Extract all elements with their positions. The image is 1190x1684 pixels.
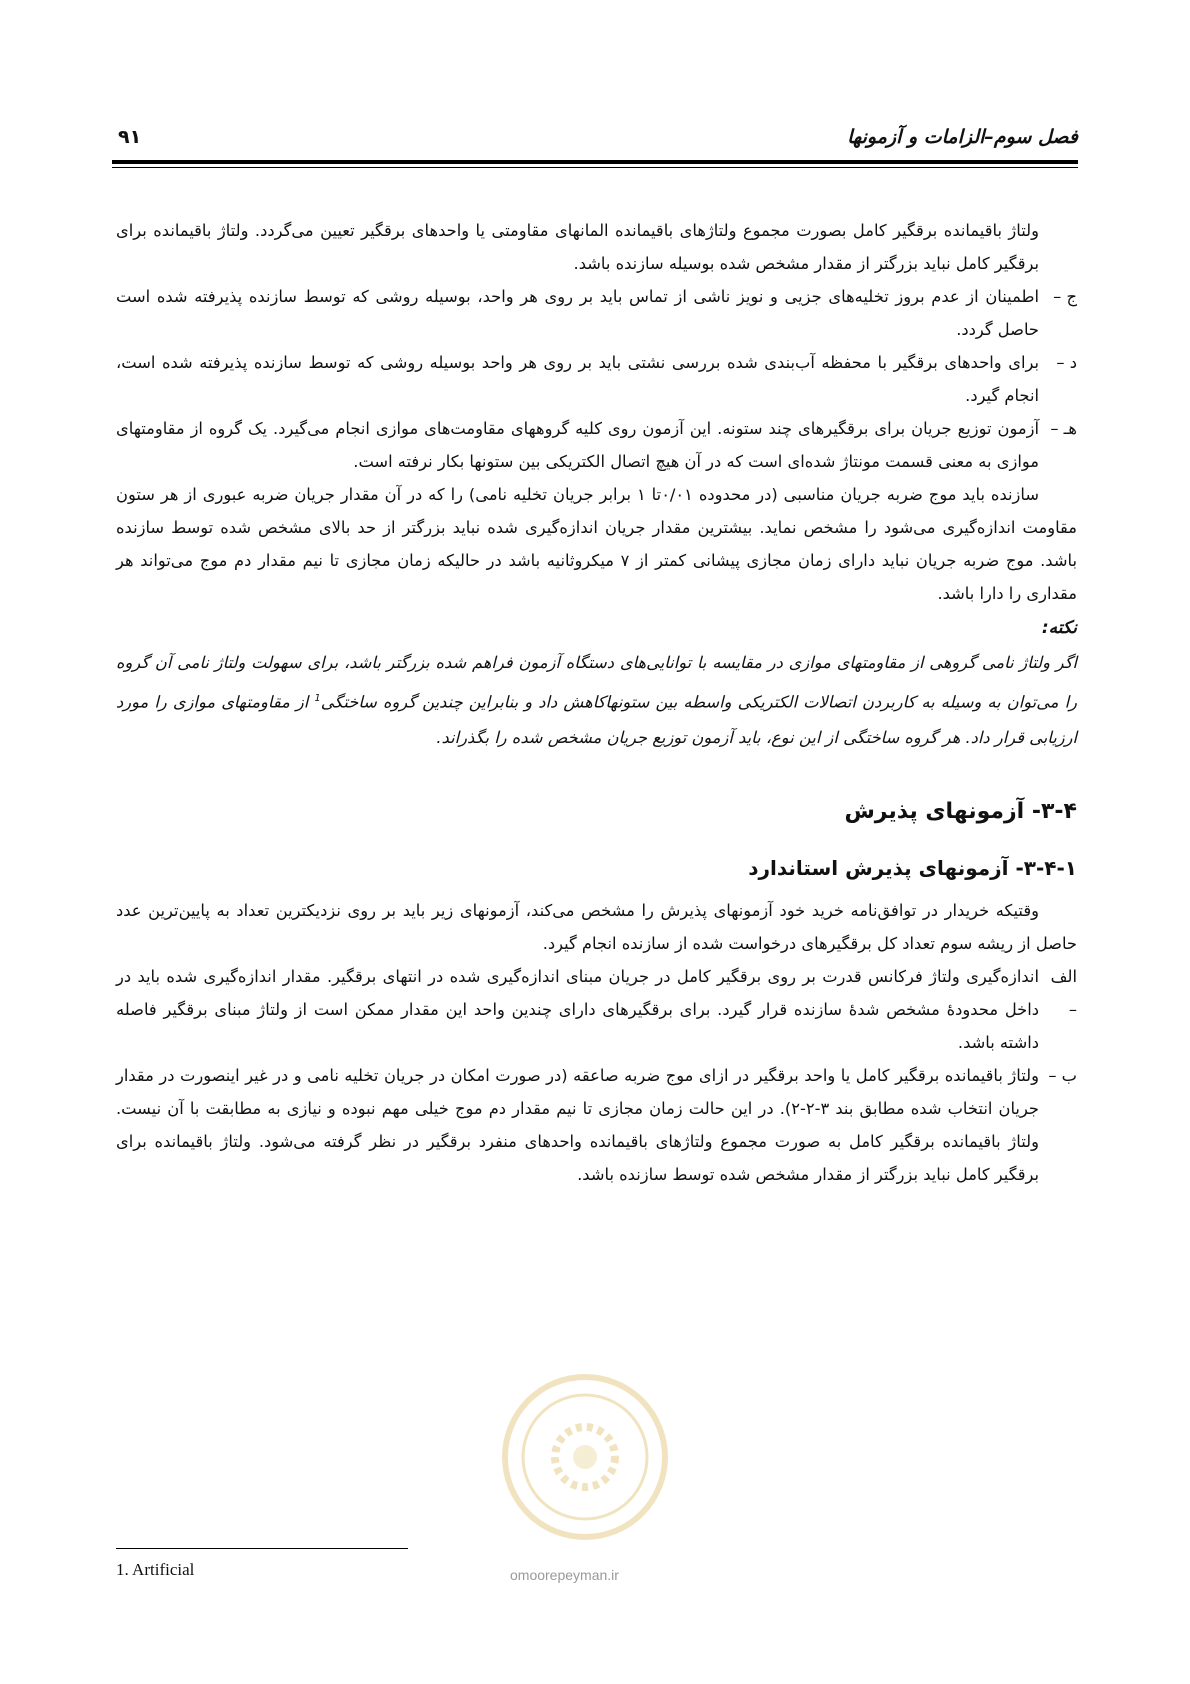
list-marker: ج – [1053,287,1077,306]
watermark-site: omoorepeyman.ir [510,1567,619,1583]
list-item-text: برای واحدهای برقگیر با محفظه آب‌بندی شده بررسی نشتی باید بر روی هر واحد بوسیله روشی که توسط سازنده پذیرفته شده است، انجام گیرد. [116,353,1039,405]
list-marker: ب – [1048,1066,1077,1086]
paragraph-purchaser-agreement: وقتیکه خریدار در توافق‌نامه خرید خود آزمونهای پذیرش را مشخص می‌کند، آزمونهای زیر باید بر روی نزدیکترین تعداد به پایین‌ترین عدد حاصل از ریشه سوم تعداد کل برقگیرهای درخواست شده از سازنده انجام گیرد. [116,901,1077,954]
list-item-h [116,412,1077,478]
footnote: 1. Artificial [116,1560,195,1579]
page-header [112,126,1078,154]
section-heading-acceptance-tests: ۳-۴- آزمونهای پذیرش [844,799,1077,825]
note-text [116,645,1077,756]
note-text-part1: اگر ولتاژ نامی گروهی از مقاومتهای موازی در مقایسه با توانایی‌های دستگاه آزمون فراهم شده بزرگتر باشد، برای سهولت ولتاژ نامی آن گروه را می‌توان به وسیله به کاربردن اتصالات الکتریکی واسطه بین ستونهاکاهش داد و بنابراین چندین گروه ساختگی [116,653,1077,712]
page-body [116,214,1077,1191]
chapter-title: فصل سوم–الزامات و آزمونها [847,126,1078,148]
list-item-text: اندازه‌گیری ولتاژ فرکانس قدرت بر روی برقگیر کامل در جریان مبنای اندازه‌گیری شده در انتهای برقگیر. مقدار اندازه‌گیری شده باید در داخل محدودهٔ مشخص شدهٔ سازنده قرار گیرد. برای برقگیرهای دارای چندین واحد این مقدار ممکن است از ولتاژ مبنای برقگیر فاصله داشته باشد. [116,967,1039,1053]
paragraph-impulse-current: سازنده باید موج ضربه جریان مناسبی (در محدوده ۰/۰۱تا ۱ برابر جریان تخلیه نامی) را که در آن مقدار جریان ضربه عبوری از هر ستون مقاومت اندازه‌گیری می‌شود را مشخص نماید. بیشترین مقدار جریان اندازه‌گیری شده نباید بزرگتر از حد بالای مشخص شده توسط سازنده باشد. موج ضربه جریان نباید دارای زمان مجازی پیشانی کمتر از ۷ میکروثانیه باشد در حالیکه زمان مجازی تا نیم مقدار دم موج می‌تواند هر مقداری را دارا باشد. [116,485,1077,603]
list-marker: هـ – [1050,419,1077,438]
note-text-part2: از مقاومتهای موازی را مورد ارزیابی قرار داد. هر گروه ساختگی از این نوع، باید آزمون توزیع جریان مشخص شده را بگذراند. [116,692,1077,748]
page-number: ۹۱ [118,126,142,148]
list-marker: الف – [1050,967,1077,1020]
list-marker: د – [1056,353,1077,372]
paragraph-residual-voltage: ولتاژ باقیمانده برقگیر کامل بصورت مجموع ولتاژهای باقیمانده المانهای مقاومتی یا واحدهای برقگیر تعیین می‌گردد. ولتاژ باقیمانده برای برقگیر کامل نباید بزرگتر از مقدار مشخص شده بوسیله سازنده باشد. [116,221,1039,273]
list-item-be [116,1059,1077,1191]
header-rule-thin [112,167,1078,168]
header-rule-thick [112,160,1078,164]
footnote-reference: 1 [314,693,321,704]
note-title: نکته: [1041,618,1077,638]
list-item-alef [116,960,1077,1059]
list-item-d [116,346,1077,412]
list-item-j [116,280,1077,346]
list-item-text: آزمون توزیع جریان برای برقگیرهای چند ستونه. این آزمون روی کلیه گروههای مقاومت‌های موازی انجام می‌گیرد. یک گروه از مقاومتهای موازی به معنی قسمت مونتاژ شده‌ای است که در آن هیچ اتصال الکتریکی بین ستونها بکار نرفته است. [116,419,1039,471]
subsection-heading-standard-acceptance-tests: ۳-۴-۱- آزمونهای پذیرش استاندارد [748,856,1077,881]
list-item-text: ولتاژ باقیمانده برقگیر کامل یا واحد برقگیر در ازای موج ضربه صاعقه (در صورت امکان در جریان تخلیه نامی و در غیر اینصورت در مقدار جریان انتخاب شده مطابق بند ۳-۲-۲). در این حالت زمان مجازی تا نیم مقدار دم موج خیلی مهم نبوده و نیازی به مطابقت با آن نیست. ولتاژ باقیمانده برقگیر کامل به صورت مجموع ولتاژهای باقیمانده واحدهای منفرد برقگیر در نظر گرفته می‌شود. ولتاژ باقیمانده برای برقگیر کامل نباید بزرگتر از مقدار مشخص شده توسط سازنده باشد. [116,1066,1039,1185]
list-item-text: اطمینان از عدم بروز تخلیه‌های جزیی و نویز ناشی از تماس باید بر روی هر واحد، بوسیله روشی که توسط سازنده پذیرفته شده است حاصل گردد. [116,287,1039,339]
footnote-rule [116,1548,408,1549]
watermark-seal-icon [500,1372,670,1542]
